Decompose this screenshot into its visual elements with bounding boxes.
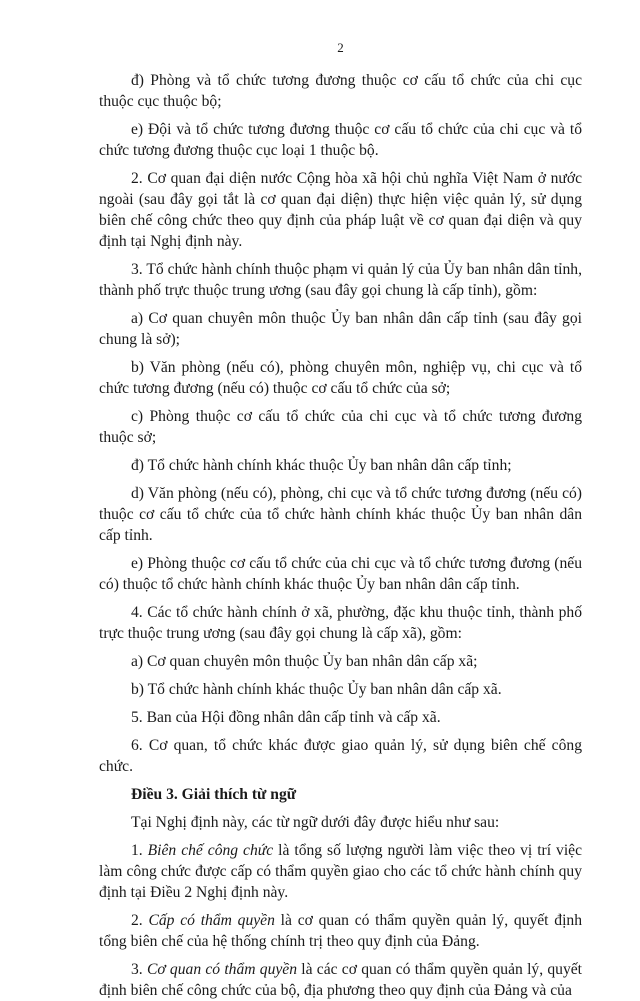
definition-term: Biên chế công chức [147, 842, 274, 859]
paragraph-5: 5. Ban của Hội đồng nhân dân cấp tỉnh và cấp xã. [131, 709, 441, 726]
definition-number: 3. [131, 961, 147, 978]
paragraph-4-cap-xa: 4. Các tổ chức hành chính ở xã, phường, đặc khu thuộc tỉnh, thành phố trực thuộc trung ương (sau đây gọi chung là cấp xã), gồm: [99, 604, 582, 642]
page-number: 2 [337, 40, 344, 55]
paragraph-3c: c) Phòng thuộc cơ cấu tổ chức của chi cục và tổ chức tương đương thuộc sở; [99, 408, 582, 446]
paragraph-dd-phong: đ) Phòng và tổ chức tương đương thuộc cơ cấu tổ chức của chi cục thuộc cục thuộc bộ; [99, 72, 582, 110]
definition-3 [99, 959, 582, 1001]
paragraph-3e: e) Phòng thuộc cơ cấu tổ chức của chi cục và tổ chức tương đương (nếu có) thuộc tổ chức hành chính khác thuộc Ủy ban nhân dân cấp tỉnh. [99, 555, 582, 593]
paragraph-3-to-chuc-cap-tinh: 3. Tổ chức hành chính thuộc phạm vi quản lý của Ủy ban nhân dân tỉnh, thành phố trực thuộc trung ương (sau đây gọi chung là cấp tỉnh), gồm: [99, 261, 582, 299]
definition-number: 1. [131, 842, 148, 859]
definition-2 [99, 910, 582, 952]
definition-body: là tổng số lượng người làm việc theo vị trí việc làm công chức được cấp có thẩm quyền giao cho các tổ chức hành chính quy định tại Điều 2 Nghị định này. [99, 842, 582, 901]
paragraph-3dd: đ) Tổ chức hành chính khác thuộc Ủy ban nhân dân cấp tỉnh; [131, 457, 512, 474]
definition-term: Cấp có thẩm quyền [148, 912, 275, 929]
paragraph-3a: a) Cơ quan chuyên môn thuộc Ủy ban nhân dân cấp tỉnh (sau đây gọi chung là sở); [99, 310, 582, 348]
paragraph-3d: d) Văn phòng (nếu có), phòng, chi cục và tổ chức tương đương (nếu có) thuộc cơ cấu tổ chức của tổ chức hành chính khác thuộc Ủy ban nhân dân cấp tỉnh. [99, 485, 582, 544]
paragraph-4b: b) Tổ chức hành chính khác thuộc Ủy ban nhân dân cấp xã. [131, 681, 502, 698]
definition-number: 2. [131, 912, 149, 929]
article-heading: Điều 3. Giải thích từ ngữ [131, 786, 297, 803]
definition-body: là các cơ quan có thẩm quyền quản lý, quyết định biên chế công chức của bộ, địa phương theo quy định của Đảng và của [99, 961, 582, 999]
definition-body: là cơ quan có thẩm quyền quản lý, quyết định tổng biên chế của hệ thống chính trị theo quy định của Đảng. [99, 912, 582, 950]
article-intro: Tại Nghị định này, các từ ngữ dưới đây được hiểu như sau: [131, 814, 500, 831]
paragraph-4a: a) Cơ quan chuyên môn thuộc Ủy ban nhân dân cấp xã; [131, 653, 478, 670]
paragraph-2-co-quan-dai-dien: 2. Cơ quan đại diện nước Cộng hòa xã hội chủ nghĩa Việt Nam ở nước ngoài (sau đây gọi tắt là cơ quan đại diện) thực hiện việc quản lý, sử dụng biên chế công chức theo quy định của pháp luật về cơ quan đại diện và quy định tại Nghị định này. [99, 170, 582, 250]
definition-term: Cơ quan có thẩm quyền [146, 961, 298, 978]
definition-1 [99, 840, 582, 903]
paragraph-6: 6. Cơ quan, tổ chức khác được giao quản lý, sử dụng biên chế công chức. [99, 737, 582, 775]
paragraph-3b: b) Văn phòng (nếu có), phòng chuyên môn, nghiệp vụ, chi cục và tổ chức tương đương (nếu có) thuộc cơ cấu tổ chức của sở; [99, 359, 582, 397]
paragraph-e-doi: e) Đội và tổ chức tương đương thuộc cơ cấu tổ chức của chi cục và tổ chức tương đương thuộc cục loại 1 thuộc bộ. [99, 121, 582, 159]
